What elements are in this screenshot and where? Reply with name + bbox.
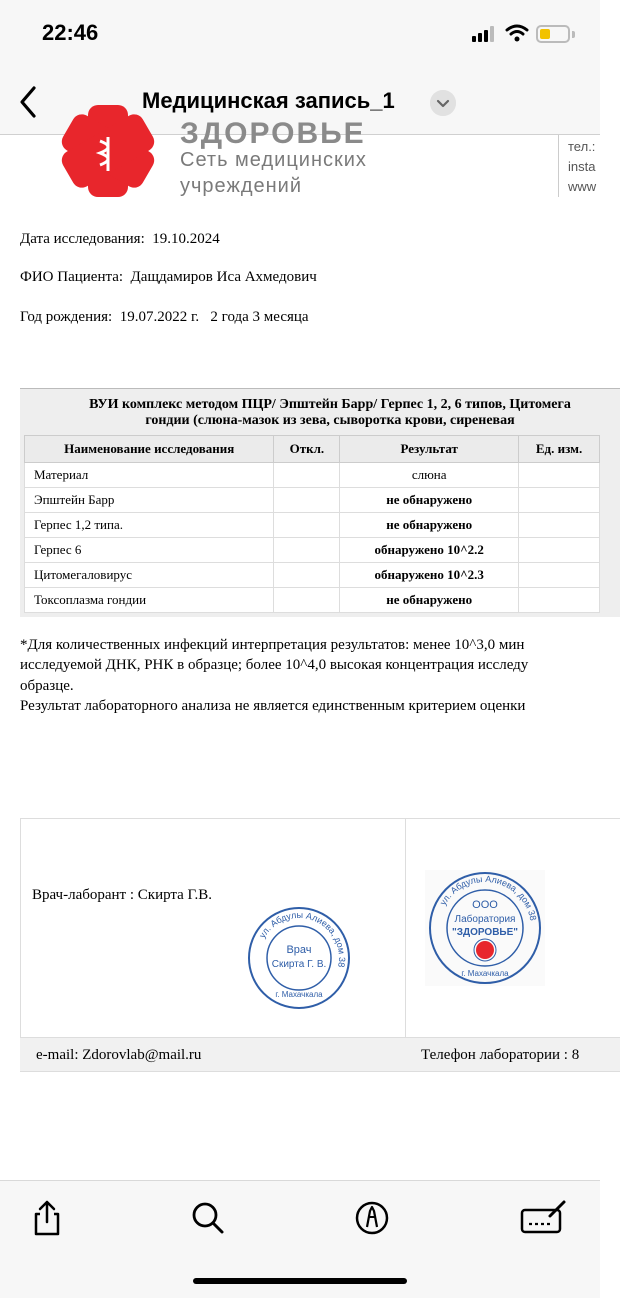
panel-title-line2: гондии (слюна-мазок из зева, сыворотка крови, сиреневая	[145, 413, 515, 428]
table-row	[25, 538, 600, 563]
contact-phone: тел.:	[568, 139, 596, 154]
contact-website: www	[568, 179, 597, 194]
battery-icon	[536, 25, 570, 43]
signature-border-left	[20, 818, 21, 1071]
test-name: Герпес 6	[25, 538, 274, 563]
back-chevron-icon[interactable]	[14, 84, 44, 120]
header-divider	[558, 135, 559, 197]
stamp-ooo: ООО	[472, 899, 498, 911]
note-line-1: *Для количественных инфекций интерпретация результатов: менее 10^3,0 мин	[20, 637, 525, 653]
chevron-down-icon[interactable]	[430, 90, 456, 116]
test-unit	[519, 588, 600, 613]
status-time: 22:46	[42, 20, 99, 45]
test-deviation	[274, 538, 340, 563]
doctor-label: Врач-лаборант : Скирта Г.В.	[32, 887, 213, 903]
stamp-ring-text: ул. Абдулы Алиева, дом 38	[437, 873, 539, 922]
lab-email: e-mail: Zdorovlab@mail.ru	[36, 1047, 202, 1063]
test-name: Эпштейн Барр	[25, 488, 274, 513]
test-deviation	[274, 463, 340, 488]
brand-tagline-2: учреждений	[180, 175, 303, 197]
patient-name: ФИО Пациента: Дащдамиров Иса Ахмедович	[20, 269, 317, 285]
markup-pen-icon[interactable]	[352, 1198, 392, 1238]
cellular-signal-icon	[472, 26, 496, 42]
test-result: не обнаружено	[340, 588, 519, 613]
header-result: Результат	[340, 436, 519, 463]
results-table	[24, 435, 600, 613]
panel-title	[20, 397, 640, 429]
test-name: Цитомегаловирус	[25, 563, 274, 588]
note-line-2: исследуемой ДНК, РНК в образце; более 10^4,0 высокая концентрация исследу	[20, 657, 529, 673]
table-row	[25, 488, 600, 513]
study-date: Дата исследования: 19.10.2024	[20, 231, 220, 247]
lab-phone: Телефон лаборатории : 8	[421, 1047, 580, 1063]
header-unit: Ед. изм.	[519, 436, 600, 463]
test-unit	[519, 538, 600, 563]
signature-divider	[405, 818, 406, 1071]
stamp-title: Врач	[286, 944, 312, 956]
test-unit	[519, 513, 600, 538]
test-result: обнаружено 10^2.3	[340, 563, 519, 588]
test-name: Герпес 1,2 типа.	[25, 513, 274, 538]
stamp-logo-icon	[476, 941, 494, 959]
test-result: обнаружено 10^2.2	[340, 538, 519, 563]
stamp-brand: "ЗДОРОВЬЕ"	[451, 927, 519, 938]
panel-title-line1: ВУИ комплекс методом ПЦР/ Эпштейн Барр/ Герпес 1, 2, 6 типов, Цитомега	[89, 397, 571, 412]
search-icon[interactable]	[188, 1198, 228, 1238]
test-unit	[519, 463, 600, 488]
note-line-3: образце.	[20, 678, 74, 694]
brand-name: ЗДОРОВЬЕ	[180, 117, 366, 150]
test-deviation	[274, 563, 340, 588]
test-result: не обнаружено	[340, 513, 519, 538]
document-page[interactable]	[0, 117, 600, 1180]
medical-cross-logo-icon	[58, 135, 158, 197]
stamp-lab: Лаборатория	[454, 914, 516, 925]
stamp-doctor-name: Скирта Г. В.	[271, 959, 327, 970]
header-deviation: Откл.	[274, 436, 340, 463]
table-row	[25, 513, 600, 538]
brand-tagline-1: Сеть медицинских	[180, 149, 367, 171]
test-name: Материал	[25, 463, 274, 488]
stamp-city: г. Махачкала	[461, 969, 509, 978]
document-title[interactable]: Медицинская запись_1	[142, 88, 395, 113]
lab-stamp	[425, 870, 547, 988]
header-name: Наименование исследования	[25, 436, 274, 463]
test-unit	[519, 563, 600, 588]
test-name: Токсоплазма гондии	[25, 588, 274, 613]
test-deviation	[274, 488, 340, 513]
stamp-city: г. Махачкала	[275, 990, 323, 999]
table-row	[25, 588, 600, 613]
patient-birth: Год рождения: 19.07.2022 г. 2 года 3 месяца	[20, 309, 309, 325]
note-line-4: Результат лабораторного анализа не является единственным критерием оценки	[20, 698, 526, 714]
test-result: слюна	[340, 463, 519, 488]
table-row	[25, 463, 600, 488]
contact-instagram: insta	[568, 159, 596, 174]
test-deviation	[274, 588, 340, 613]
doctor-stamp	[246, 905, 352, 1011]
test-deviation	[274, 513, 340, 538]
test-unit	[519, 488, 600, 513]
signature-icon[interactable]	[520, 1198, 568, 1238]
home-indicator	[193, 1278, 407, 1284]
stamp-ring-text: ул. Абдулы Алиева, дом 38	[257, 909, 348, 969]
share-icon[interactable]	[27, 1198, 67, 1238]
table-row	[25, 563, 600, 588]
test-result: не обнаружено	[340, 488, 519, 513]
battery-nub	[572, 31, 575, 38]
wifi-icon	[505, 24, 529, 42]
